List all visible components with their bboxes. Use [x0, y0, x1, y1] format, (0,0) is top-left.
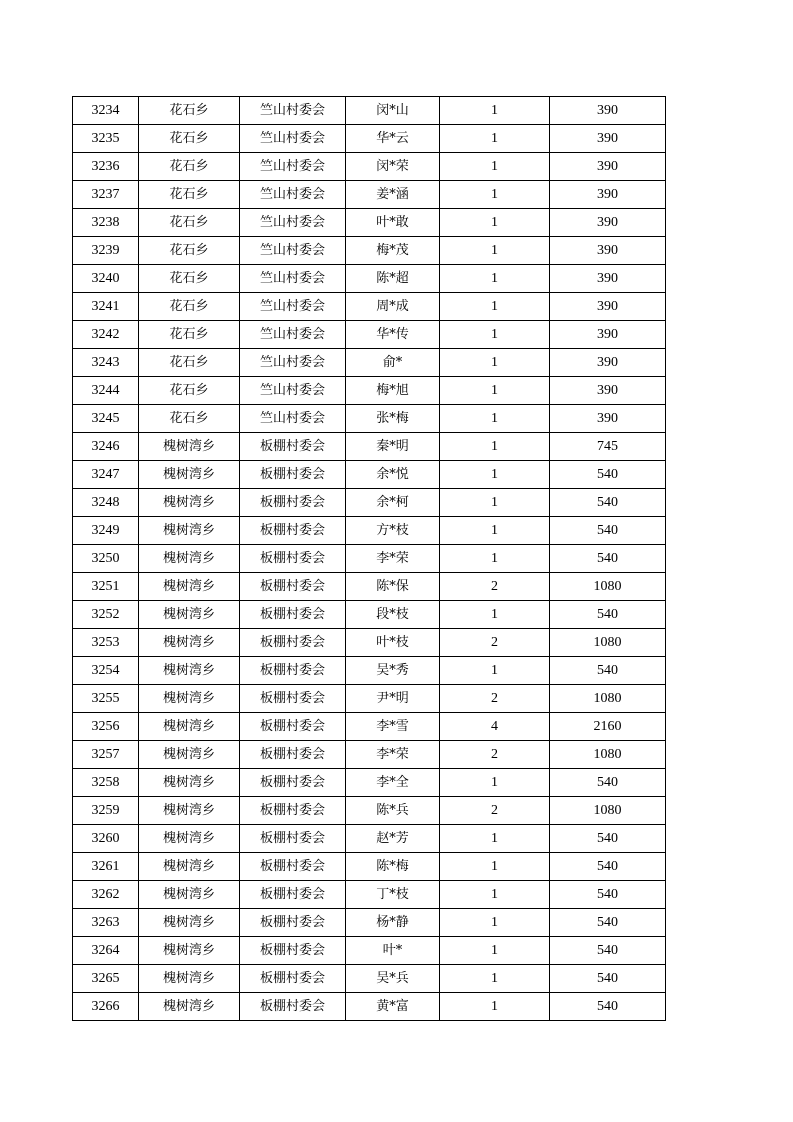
township-cell: 槐树湾乡: [139, 825, 240, 853]
row-number-cell: 3249: [73, 517, 139, 545]
township-cell: 槐树湾乡: [139, 993, 240, 1021]
amount-cell: 390: [550, 97, 666, 125]
township-cell: 花石乡: [139, 237, 240, 265]
row-number-cell: 3252: [73, 601, 139, 629]
township-cell: 槐树湾乡: [139, 629, 240, 657]
row-number-cell: 3266: [73, 993, 139, 1021]
name-cell: 叶*枝: [346, 629, 440, 657]
amount-cell: 540: [550, 937, 666, 965]
count-cell: 1: [440, 909, 550, 937]
row-number-cell: 3255: [73, 685, 139, 713]
row-number-cell: 3251: [73, 573, 139, 601]
amount-cell: 540: [550, 881, 666, 909]
table-row: [73, 517, 666, 545]
amount-cell: 1080: [550, 797, 666, 825]
row-number-cell: 3243: [73, 349, 139, 377]
township-cell: 槐树湾乡: [139, 741, 240, 769]
township-cell: 槐树湾乡: [139, 517, 240, 545]
row-number-cell: 3254: [73, 657, 139, 685]
table-row: [73, 265, 666, 293]
count-cell: 1: [440, 461, 550, 489]
amount-cell: 1080: [550, 629, 666, 657]
township-cell: 槐树湾乡: [139, 853, 240, 881]
village-committee-cell: 竺山村委会: [240, 321, 346, 349]
village-committee-cell: 板棚村委会: [240, 797, 346, 825]
amount-cell: 540: [550, 909, 666, 937]
amount-cell: 540: [550, 545, 666, 573]
amount-cell: 540: [550, 601, 666, 629]
row-number-cell: 3250: [73, 545, 139, 573]
township-cell: 槐树湾乡: [139, 965, 240, 993]
township-cell: 花石乡: [139, 209, 240, 237]
count-cell: 1: [440, 405, 550, 433]
name-cell: 赵*芳: [346, 825, 440, 853]
name-cell: 叶*: [346, 937, 440, 965]
count-cell: 1: [440, 545, 550, 573]
row-number-cell: 3245: [73, 405, 139, 433]
amount-cell: 1080: [550, 741, 666, 769]
count-cell: 1: [440, 601, 550, 629]
village-committee-cell: 板棚村委会: [240, 881, 346, 909]
row-number-cell: 3253: [73, 629, 139, 657]
count-cell: 1: [440, 293, 550, 321]
table-row: [73, 657, 666, 685]
name-cell: 俞*: [346, 349, 440, 377]
name-cell: 段*枝: [346, 601, 440, 629]
amount-cell: 540: [550, 657, 666, 685]
count-cell: 1: [440, 237, 550, 265]
township-cell: 槐树湾乡: [139, 601, 240, 629]
township-cell: 槐树湾乡: [139, 937, 240, 965]
row-number-cell: 3262: [73, 881, 139, 909]
count-cell: 4: [440, 713, 550, 741]
table-row: [73, 629, 666, 657]
village-committee-cell: 板棚村委会: [240, 965, 346, 993]
row-number-cell: 3265: [73, 965, 139, 993]
township-cell: 槐树湾乡: [139, 769, 240, 797]
table-row: [73, 601, 666, 629]
table-row: [73, 489, 666, 517]
table-row: [73, 153, 666, 181]
name-cell: 华*云: [346, 125, 440, 153]
row-number-cell: 3256: [73, 713, 139, 741]
amount-cell: 540: [550, 965, 666, 993]
count-cell: 1: [440, 965, 550, 993]
row-number-cell: 3257: [73, 741, 139, 769]
township-cell: 槐树湾乡: [139, 545, 240, 573]
name-cell: 李*荣: [346, 545, 440, 573]
amount-cell: 540: [550, 853, 666, 881]
count-cell: 1: [440, 97, 550, 125]
township-cell: 花石乡: [139, 265, 240, 293]
row-number-cell: 3246: [73, 433, 139, 461]
name-cell: 吴*秀: [346, 657, 440, 685]
name-cell: 余*悦: [346, 461, 440, 489]
table-row: [73, 321, 666, 349]
count-cell: 1: [440, 853, 550, 881]
count-cell: 1: [440, 517, 550, 545]
township-cell: 花石乡: [139, 97, 240, 125]
row-number-cell: 3242: [73, 321, 139, 349]
village-committee-cell: 板棚村委会: [240, 545, 346, 573]
township-cell: 花石乡: [139, 321, 240, 349]
row-number-cell: 3237: [73, 181, 139, 209]
village-committee-cell: 板棚村委会: [240, 657, 346, 685]
table-row: [73, 97, 666, 125]
count-cell: 1: [440, 209, 550, 237]
village-committee-cell: 板棚村委会: [240, 517, 346, 545]
amount-cell: 540: [550, 517, 666, 545]
amount-cell: 390: [550, 321, 666, 349]
table-row: [73, 909, 666, 937]
row-number-cell: 3247: [73, 461, 139, 489]
table-row: [73, 125, 666, 153]
table-row: [73, 993, 666, 1021]
village-committee-cell: 板棚村委会: [240, 601, 346, 629]
village-committee-cell: 板棚村委会: [240, 461, 346, 489]
amount-cell: 1080: [550, 685, 666, 713]
village-committee-cell: 板棚村委会: [240, 489, 346, 517]
table-body: [73, 97, 666, 1021]
township-cell: 花石乡: [139, 349, 240, 377]
row-number-cell: 3238: [73, 209, 139, 237]
row-number-cell: 3239: [73, 237, 139, 265]
name-cell: 黄*富: [346, 993, 440, 1021]
village-committee-cell: 板棚村委会: [240, 937, 346, 965]
village-committee-cell: 板棚村委会: [240, 853, 346, 881]
table-row: [73, 937, 666, 965]
count-cell: 1: [440, 433, 550, 461]
count-cell: 1: [440, 153, 550, 181]
township-cell: 槐树湾乡: [139, 685, 240, 713]
row-number-cell: 3235: [73, 125, 139, 153]
amount-cell: 540: [550, 461, 666, 489]
amount-cell: 390: [550, 237, 666, 265]
amount-cell: 390: [550, 153, 666, 181]
village-committee-cell: 竺山村委会: [240, 181, 346, 209]
count-cell: 2: [440, 573, 550, 601]
row-number-cell: 3259: [73, 797, 139, 825]
name-cell: 秦*明: [346, 433, 440, 461]
amount-cell: 540: [550, 825, 666, 853]
count-cell: 1: [440, 377, 550, 405]
township-cell: 槐树湾乡: [139, 433, 240, 461]
count-cell: 1: [440, 937, 550, 965]
township-cell: 槐树湾乡: [139, 797, 240, 825]
village-committee-cell: 板棚村委会: [240, 573, 346, 601]
township-cell: 槐树湾乡: [139, 657, 240, 685]
name-cell: 陈*兵: [346, 797, 440, 825]
amount-cell: 540: [550, 993, 666, 1021]
count-cell: 1: [440, 265, 550, 293]
row-number-cell: 3260: [73, 825, 139, 853]
village-committee-cell: 板棚村委会: [240, 909, 346, 937]
count-cell: 1: [440, 769, 550, 797]
table-row: [73, 377, 666, 405]
count-cell: 2: [440, 685, 550, 713]
table-row: [73, 405, 666, 433]
amount-cell: 540: [550, 489, 666, 517]
table-row: [73, 965, 666, 993]
name-cell: 吴*兵: [346, 965, 440, 993]
name-cell: 丁*枝: [346, 881, 440, 909]
table-row: [73, 769, 666, 797]
township-cell: 花石乡: [139, 377, 240, 405]
name-cell: 陈*保: [346, 573, 440, 601]
amount-cell: 390: [550, 377, 666, 405]
count-cell: 1: [440, 993, 550, 1021]
count-cell: 1: [440, 125, 550, 153]
row-number-cell: 3236: [73, 153, 139, 181]
count-cell: 1: [440, 881, 550, 909]
township-cell: 槐树湾乡: [139, 909, 240, 937]
village-committee-cell: 竺山村委会: [240, 125, 346, 153]
village-committee-cell: 竺山村委会: [240, 237, 346, 265]
name-cell: 闵*山: [346, 97, 440, 125]
table-row: [73, 433, 666, 461]
name-cell: 李*荣: [346, 741, 440, 769]
table-row: [73, 573, 666, 601]
village-committee-cell: 板棚村委会: [240, 629, 346, 657]
township-cell: 槐树湾乡: [139, 489, 240, 517]
name-cell: 周*成: [346, 293, 440, 321]
village-committee-cell: 板棚村委会: [240, 741, 346, 769]
table-row: [73, 713, 666, 741]
name-cell: 梅*旭: [346, 377, 440, 405]
township-cell: 花石乡: [139, 181, 240, 209]
row-number-cell: 3241: [73, 293, 139, 321]
table-row: [73, 685, 666, 713]
village-committee-cell: 竺山村委会: [240, 405, 346, 433]
township-cell: 槐树湾乡: [139, 573, 240, 601]
amount-cell: 390: [550, 293, 666, 321]
village-committee-cell: 竺山村委会: [240, 377, 346, 405]
row-number-cell: 3244: [73, 377, 139, 405]
count-cell: 1: [440, 349, 550, 377]
amount-cell: 390: [550, 181, 666, 209]
row-number-cell: 3258: [73, 769, 139, 797]
village-committee-cell: 竺山村委会: [240, 209, 346, 237]
name-cell: 余*柯: [346, 489, 440, 517]
village-committee-cell: 板棚村委会: [240, 993, 346, 1021]
township-cell: 槐树湾乡: [139, 461, 240, 489]
count-cell: 2: [440, 797, 550, 825]
township-cell: 花石乡: [139, 153, 240, 181]
row-number-cell: 3234: [73, 97, 139, 125]
amount-cell: 1080: [550, 573, 666, 601]
row-number-cell: 3263: [73, 909, 139, 937]
table-row: [73, 881, 666, 909]
amount-cell: 390: [550, 125, 666, 153]
name-cell: 方*枝: [346, 517, 440, 545]
table-row: [73, 461, 666, 489]
count-cell: 1: [440, 657, 550, 685]
amount-cell: 2160: [550, 713, 666, 741]
township-cell: 花石乡: [139, 405, 240, 433]
village-committee-cell: 板棚村委会: [240, 769, 346, 797]
amount-cell: 390: [550, 265, 666, 293]
name-cell: 叶*敢: [346, 209, 440, 237]
name-cell: 张*梅: [346, 405, 440, 433]
amount-cell: 390: [550, 209, 666, 237]
village-committee-cell: 竺山村委会: [240, 97, 346, 125]
name-cell: 杨*静: [346, 909, 440, 937]
village-committee-cell: 竺山村委会: [240, 349, 346, 377]
village-committee-cell: 板棚村委会: [240, 433, 346, 461]
table-row: [73, 853, 666, 881]
row-number-cell: 3240: [73, 265, 139, 293]
amount-cell: 745: [550, 433, 666, 461]
count-cell: 1: [440, 321, 550, 349]
amount-cell: 540: [550, 769, 666, 797]
table-row: [73, 293, 666, 321]
township-cell: 花石乡: [139, 125, 240, 153]
data-table: [72, 96, 666, 1021]
township-cell: 槐树湾乡: [139, 713, 240, 741]
name-cell: 梅*茂: [346, 237, 440, 265]
name-cell: 姜*涵: [346, 181, 440, 209]
village-committee-cell: 板棚村委会: [240, 713, 346, 741]
count-cell: 2: [440, 629, 550, 657]
village-committee-cell: 竺山村委会: [240, 293, 346, 321]
table-row: [73, 349, 666, 377]
count-cell: 1: [440, 825, 550, 853]
row-number-cell: 3261: [73, 853, 139, 881]
village-committee-cell: 板棚村委会: [240, 825, 346, 853]
count-cell: 1: [440, 489, 550, 517]
row-number-cell: 3264: [73, 937, 139, 965]
amount-cell: 390: [550, 405, 666, 433]
village-committee-cell: 竺山村委会: [240, 153, 346, 181]
row-number-cell: 3248: [73, 489, 139, 517]
township-cell: 花石乡: [139, 293, 240, 321]
table-row: [73, 825, 666, 853]
table-row: [73, 797, 666, 825]
table-row: [73, 237, 666, 265]
name-cell: 华*传: [346, 321, 440, 349]
name-cell: 闵*荣: [346, 153, 440, 181]
name-cell: 李*全: [346, 769, 440, 797]
name-cell: 陈*超: [346, 265, 440, 293]
count-cell: 1: [440, 181, 550, 209]
village-committee-cell: 板棚村委会: [240, 685, 346, 713]
table-row: [73, 545, 666, 573]
village-committee-cell: 竺山村委会: [240, 265, 346, 293]
name-cell: 陈*梅: [346, 853, 440, 881]
table-row: [73, 209, 666, 237]
amount-cell: 390: [550, 349, 666, 377]
name-cell: 李*雪: [346, 713, 440, 741]
township-cell: 槐树湾乡: [139, 881, 240, 909]
table-row: [73, 741, 666, 769]
name-cell: 尹*明: [346, 685, 440, 713]
table-row: [73, 181, 666, 209]
count-cell: 2: [440, 741, 550, 769]
